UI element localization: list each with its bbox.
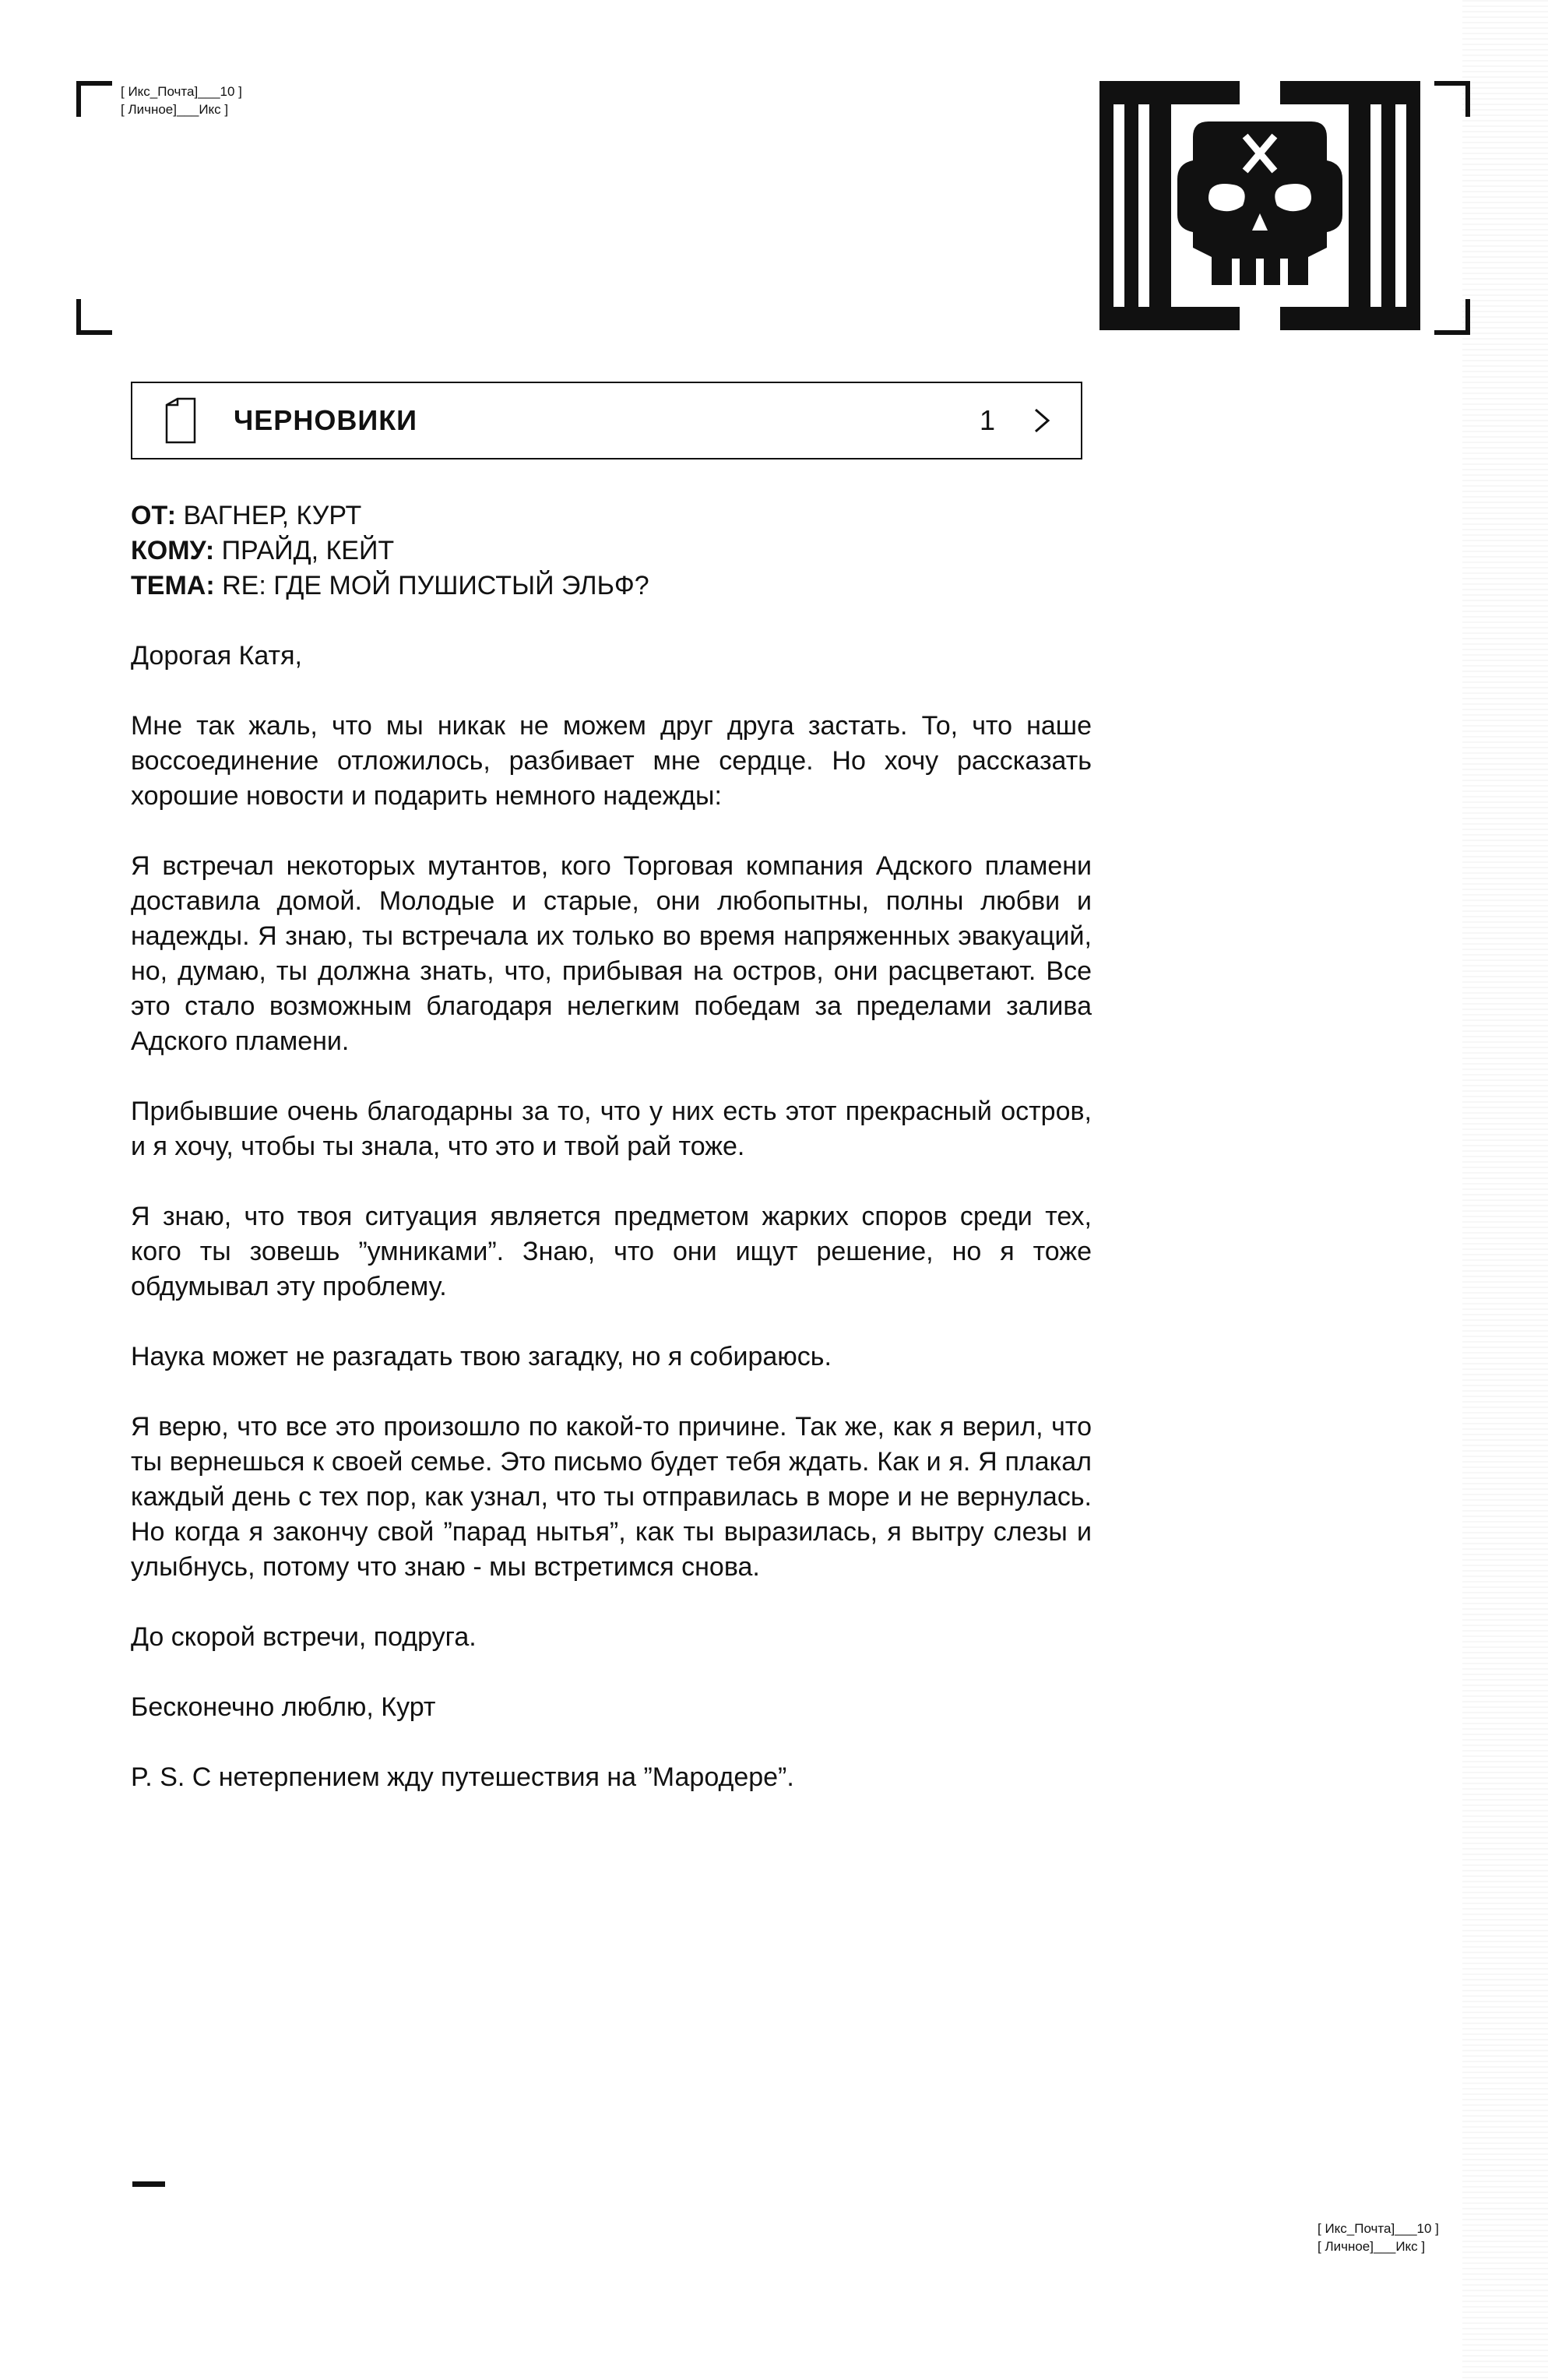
email-paragraph: Я знаю, что твоя ситуация является предметом жарких споров среди тех, кого ты зовешь ”умниками”. Знаю, что они ищут решение, но я тоже обдумывал эту проблему. [131, 1202, 1092, 1301]
page-dash [132, 2181, 165, 2187]
email-closing: До скорой встречи, подруга. [131, 1622, 477, 1652]
corner-bracket-top-left [76, 81, 112, 117]
from-value: ВАГНЕР, КУРТ [183, 501, 362, 530]
email-paragraph: Наука может не разгадать твою загадку, но я собираюсь. [131, 1342, 832, 1371]
scanline-texture [1462, 0, 1548, 2380]
folder-label: ЧЕРНОВИКИ [234, 404, 418, 436]
header-tag [121, 83, 242, 118]
email-message [131, 498, 1092, 1830]
corner-bracket-bottom-right [1434, 299, 1470, 335]
email-signature: Бесконечно люблю, Курт [131, 1692, 436, 1722]
email-greeting: Дорогая Катя, [131, 641, 302, 671]
subject-label: ТЕМА: [131, 571, 215, 600]
footer-tag [1318, 2220, 1439, 2255]
email-from [131, 498, 1092, 533]
to-label: КОМУ: [131, 536, 215, 565]
email-postscript: P. S. С нетерпением жду путешествия на ”Мародере”. [131, 1762, 794, 1792]
subject-value: RE: ГДЕ МОЙ ПУШИСТЫЙ ЭЛЬФ? [222, 571, 649, 600]
from-label: ОТ: [131, 501, 177, 530]
document-icon [165, 397, 196, 444]
to-value: ПРАЙД, КЕЙТ [221, 536, 395, 565]
email-paragraph: Мне так жаль, что мы никак не можем друг друга застать. То, что наше воссоединение отложилось, разбивает мне сердце. Но хочу рассказать хорошие новости и подарить немного надежды: [131, 711, 1092, 811]
email-to [131, 533, 1092, 569]
chevron-right-icon[interactable] [1033, 407, 1051, 435]
skull-crossbones-logo [1099, 81, 1420, 330]
folder-count: 1 [979, 404, 995, 436]
corner-bracket-bottom-left [76, 299, 112, 335]
email-paragraph: Прибывшие очень благодарны за то, что у них есть этот прекрасный остров, и я хочу, чтобы ты знала, что это и твой рай тоже. [131, 1097, 1092, 1161]
email-paragraph: Я встречал некоторых мутантов, кого Торговая компания Адского пламени доставила домой. Молодые и старые, они любопытны, полны любви и надежды. Я знаю, ты встречала их только во время напряженных эвакуаций, но, думаю, ты должна знать, что, прибывая на остров, они расцветают. Все это стало возможным благодаря нелегким победам за пределами залива Адского пламени. [131, 851, 1092, 1056]
corner-bracket-top-right [1434, 81, 1470, 117]
header-tag-line2: [ Личное]___Икс ] [121, 102, 229, 117]
email-paragraph: Я верю, что все это произошло по какой-то причине. Так же, как я верил, что ты вернешься к своей семье. Это письмо будет тебя ждать. Как и я. Я плакал каждый день с тех пор, как узнал, что ты отправилась в море и не вернулась. Но когда я закончу свой ”парад нытья”, как ты выразилась, я вытру слезы и улыбнусь, потому что знаю - мы встретимся снова. [131, 1412, 1092, 1582]
header-tag-line1: [ Икс_Почта]___10 ] [121, 84, 242, 99]
footer-tag-line2: [ Личное]___Икс ] [1318, 2239, 1426, 2254]
email-subject [131, 569, 1092, 604]
footer-tag-line1: [ Икс_Почта]___10 ] [1318, 2221, 1439, 2236]
drafts-folder-bar[interactable] [131, 382, 1082, 459]
